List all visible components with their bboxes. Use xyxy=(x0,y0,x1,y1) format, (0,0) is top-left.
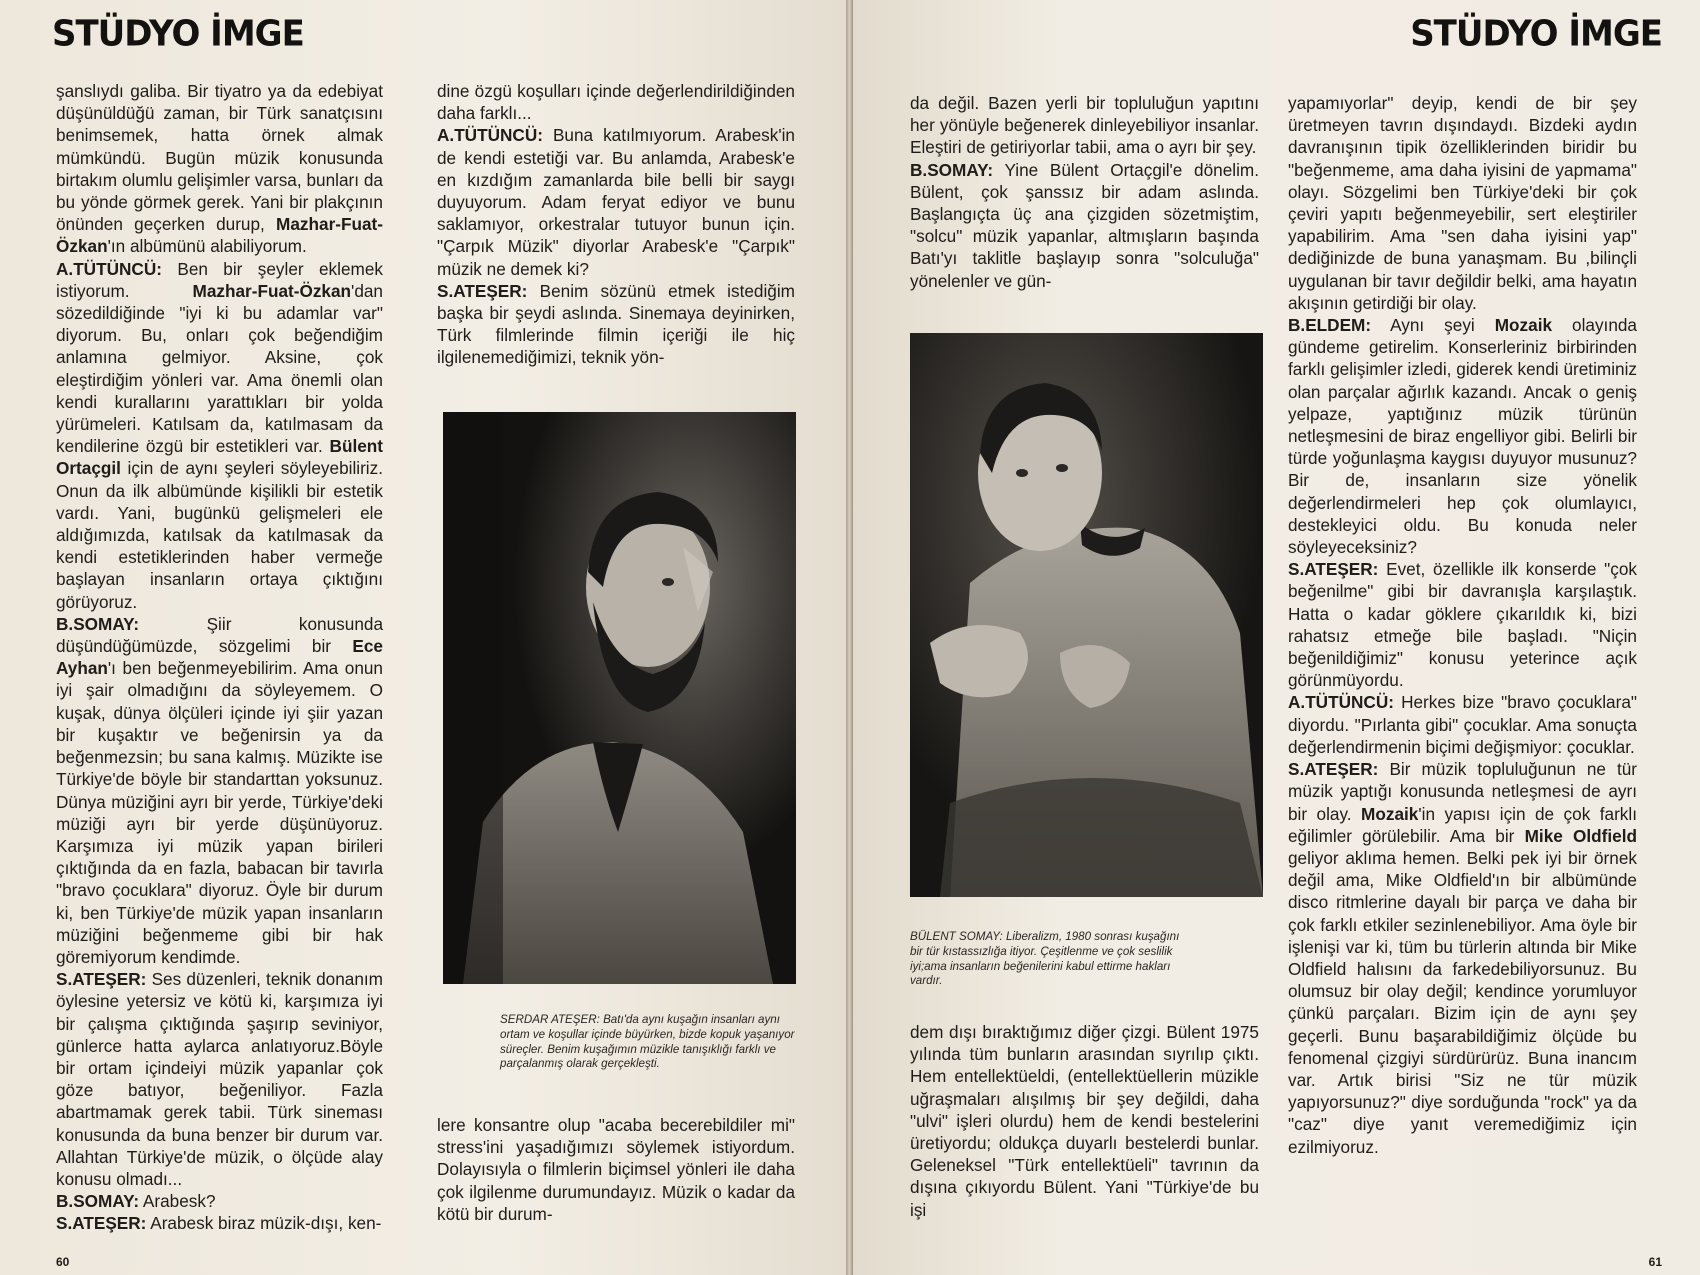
body-text: 'ı ben beğenmeyebilirim. Ama onun iyi şair olmadığını da söyleyemem. O kuşak, dünya ölçüleri içinde iyi şiir yazan bir kuşaktır ve beğenirsin ya da beğenmezsin; bu sana kalmış. Müzikte ise Türkiye'de böyle bir standarttan yoksunuz. Dünya müziğini ayrı bir yerde, Türkiye'deki müziği ayrı bir yerde düşünüyoruz. Karşımıza iyi müzik yapan birileri çıktığında da en fazla, babacan bir tavırla "bravo çocuklara" diyoruz. Öyle bir durum ki, ben Türkiye'de müzik yapan insanların müziğini beğenmeme gibi bir hak göremiyorum kendimde. xyxy=(56,658,383,967)
paragraph xyxy=(910,159,1259,292)
body-text: Ben bir şeyler eklemek istiyorum. xyxy=(56,258,383,301)
paragraph xyxy=(437,80,795,124)
body-text: için de aynı şeyleri söyleyebiliriz. Onun da ilk albümünde kişilikli bir estetik vardı. Yani, bugünkü gelişmeleri ele aldığımızda, katılsak da katılmasak da kendi estetiklerinden haber vermeğe başlayan insanların ortaya çıktığını görüyoruz. xyxy=(56,458,383,612)
paragraph xyxy=(56,258,383,613)
photo-serdar-ateser xyxy=(443,412,796,984)
bold-name: Mazhar-Fuat-Özkan xyxy=(192,280,352,301)
speaker-label: S.ATEŞER: xyxy=(56,1213,147,1234)
body-text: şanslıydı galiba. Bir tiyatro ya da edebiyat düşünüldüğü zaman, bir Türk sanatçısını benimsemek, hatta örnek almak mümkündü. Bugün müzik konusunda birtakım olumlu gelişimler varsa, bunları da bu yönde görmek gerek. Yani bir plakçının önünden geçerken durup, xyxy=(56,81,383,235)
body-text: 'ın albümünü alabiliyorum. xyxy=(107,236,307,257)
speaker-label: S.ATEŞER: xyxy=(1288,759,1379,780)
paragraph xyxy=(437,280,795,369)
body-text: dem dışı bıraktığımız diğer çizgi. Bülent 1975 yılında tüm bunların arasından sıyrılıp çıktı. Hem entellektüeldi, (entellektüellerin müzikle uğraşmaları alışılmış bir şey değildi, daha "ulvi" işleri olurdu) hem de kendi bestelerini üretiyordu; oldukça duyarlı bestelerdi bunlar. Geleneksel "Türk entellektüeli" tavrının da dışına çıkıyordu Bülent. Yani "Türkiye'de bu işi xyxy=(910,1022,1259,1220)
page-number-left: 60 xyxy=(56,1255,70,1269)
body-text: dine özgü koşulları içinde değerlendirildiğinden daha farklı... xyxy=(437,81,795,124)
paragraph xyxy=(910,1021,1259,1221)
left-column-2-top xyxy=(437,80,795,369)
body-text: Yine Bülent Ortaçgil'e dönelim. Bülent, çok şanssız bir adam aslında. Başlangıçta üç ana çizgiden sözetmiştim, "solcu" müzik yapanlar, altmışların başında Batı'yı taklitle başlayıp sonra "solculuğa" yönelenler ve gün- xyxy=(910,159,1260,291)
speaker-label: B.ELDEM: xyxy=(1288,315,1372,336)
body-text: yapamıyorlar" deyip, kendi de bir şey üretmeyen tavrın dışındaydı. Bizdeki aydın davranışının tipik özelliklerinden biridir bu "beğenmeme, ama daha iyisini de yapmama" olayı. Sözgelimi ben Türkiye'deki bir çok çeviri yapıtı beğenmeyebilir, sert eleştiriler yapabilirim. Ama "sen daha iyisini yap" dediğinizde de buna yanaşmam. Bu ,bilinçli uygulanan bir tavır değildir belki, ama hayatın akışının getirdiği bir olay. xyxy=(1288,93,1637,313)
paragraph xyxy=(56,613,383,968)
speaker-label: B.SOMAY: xyxy=(56,613,140,634)
body-text: lere konsantre olup "acaba becerebildiler mi" stress'ini yaşadığımızı söylemek istiyordum. Dolayısıyla o filmlerin biçimsel yönleri ile daha çok ilgilenme durumundayız. Müzik o kadar da kötü bir durum- xyxy=(437,1115,795,1224)
right-column-1-bottom xyxy=(910,1021,1259,1221)
bold-name: Ece Ayhan xyxy=(56,636,383,679)
body-text: Şiir konusunda düşündüğümüzde, sözgelimi bir xyxy=(56,613,384,657)
speaker-label: A.TÜTÜNCÜ: xyxy=(1288,692,1394,713)
speaker-label: S.ATEŞER: xyxy=(437,280,528,301)
bold-name: Bülent Ortaçgil xyxy=(56,436,383,479)
body-text: geliyor aklıma hemen. Belki pek iyi bir örnek değil ama, Mike Oldfield'ın bir albümünde disco ritmlerine dayalı bir parça ve daha bir çok farklı etkiler sezinlenebiliyor. Ama öyle bir işlenişi var ki, tüm bu türlerin altında bir Mike Oldfield halısını da farkedebiliyorsunuz. Bu olumsuz bir olay değil; kendince yorumluyor çünkü parçaları. Bizim için de aynı şey geçerli. Bunu başarabildiğimiz ölçüde bu fenomenal çizgiyi sürdürürüz. Buna inancım var. Artık birisi "Siz ne tür müzik yapıyorsunuz?" diye sorduğunda "rock" ya da "caz" diye yanıt veremediğimiz için ezilmiyoruz. xyxy=(1288,847,1637,1157)
body-text: 'dan sözedildiğinde "iyi ki bu adamlar var" diyorum. Bu, onları çok beğendiğim anlamına gelmiyor. Aksine, çok eleştirdiğim yönleri var. Ama önemli olan kendi kurallarını yarattıkları bir yolda yürümeleri. Katılsam da, katılmasam da kendilerine özgü bir estetikleri var. xyxy=(56,280,383,457)
speaker-label: S.ATEŞER: xyxy=(56,969,147,990)
paragraph xyxy=(56,968,383,1190)
body-text: Arabesk biraz müzik-dışı, ken- xyxy=(150,1213,382,1234)
paragraph xyxy=(1288,558,1637,691)
speaker-label: B.SOMAY: xyxy=(910,159,994,180)
body-text: Aynı şeyi xyxy=(1390,315,1495,336)
body-text: Ses düzenleri, teknik donanım öylesine yetersiz ve kötü ki, karşımıza iyi bir çalışma çıktığında şaşırıp seviniyor, günlerce hatta aylarca anlatıyoruz.Böyle bir ortam içindeiyi müzik yapanlar çok göze batıyor, beğeniliyor. Fazla abartmamak gerek tabii. Türk sineması konusunda da buna benzer bir durum var. Allahtan Türkiye'de müzik, o ölçüde alay konusu olmadı... xyxy=(56,969,383,1189)
paragraph xyxy=(56,1190,383,1212)
paragraph xyxy=(1288,758,1637,1158)
body-text: olayında gündeme getirelim. Konserleriniz birbirinden farklı gelişimler izledi, giderek kendi üretiminiz olan parçalar ağırlık kazandı. Ancak o geniş yelpaze, yaptığınız müzik türünün netleşmesini de biraz engelliyor gibi. Belirli bir türde yoğunlaşma kaygısı duyuyor musunuz? Bir de, insanların size yönelik değerlendirmeleri hep çok olumlayıcı, destekleyici oldu. Bu konuda neler söyleyeceksiniz? xyxy=(1288,315,1637,558)
paragraph xyxy=(437,1114,795,1225)
bold-name: Mozaik xyxy=(1494,315,1553,336)
paragraph xyxy=(1288,691,1637,758)
body-text: Buna katılmıyorum. Arabesk'in de kendi estetiği var. Bu anlamda, Arabesk'e en kızdığım zamanlarda bile belli bir saygı duyuyorum. Adam feryat ediyor ve bunu saklamıyor, orkestralar tutuyor bunun için. "Çarpık Müzik" diyorlar Arabesk'e "Çarpık" müzik ne demek ki? xyxy=(437,125,795,279)
body-text: Evet, özellikle ilk konserde "çok beğenilme" gibi bir davranışla karşılaştık. Hatta o kadar göklere çıkarıldık ki, bizi rahatsız etmeğe bile başladı. "Niçin beğenildiğimiz" konusu yeterince açık görünmüyordu. xyxy=(1288,559,1637,691)
body-text: Arabesk? xyxy=(142,1191,216,1212)
photo-caption-left: SERDAR ATEŞER: Batı'da aynı kuşağın insanları aynı ortam ve koşullar içinde büyürken, bizde kopuk yaşanıyor süreçler. Benim kuşağımın müzikle tanışıklığı farklı ve parçalanmış olarak gerçekleşti. xyxy=(500,1013,795,1071)
left-page xyxy=(0,0,846,1275)
right-column-2 xyxy=(1288,92,1637,1158)
photo-bulent-somay xyxy=(910,333,1263,897)
body-text: Bir müzik topluluğunun ne tür müzik yaptığı konusunda netleşmesi de ayrı bir olay. xyxy=(1288,759,1638,824)
bold-name: Mazhar-Fuat-Özkan xyxy=(56,214,383,257)
body-text: da değil. Bazen yerli bir topluluğun yapıtını her yönüyle beğenerek dinleyebiliyor insanlar. Eleştiri de getiriyorlar tabii, ama o ayrı bir şey. xyxy=(910,93,1259,158)
right-column-1-top xyxy=(910,92,1259,292)
paragraph xyxy=(910,92,1259,159)
photo-caption-right: BÜLENT SOMAY: Liberalizm, 1980 sonrası kuşağını bir tür kıstassızlığa itiyor. Çeşitlenme ve çok seslilik iyi;ama insanların beğenilerini kabul ettirme hakları vardır. xyxy=(910,930,1180,988)
magazine-logo: STÜDYO İMGE xyxy=(52,13,304,55)
right-page xyxy=(853,0,1700,1275)
speaker-label: A.TÜTÜNCÜ: xyxy=(437,125,543,146)
body-text: 'in yapısı için de çok farklı eğilimler görülebilir. Ama bir xyxy=(1288,803,1637,846)
left-column-1 xyxy=(56,80,383,1235)
magazine-logo-right: STÜDYO İMGE xyxy=(1410,13,1662,55)
paragraph xyxy=(1288,314,1637,558)
paragraph xyxy=(56,80,383,258)
speaker-label: A.TÜTÜNCÜ: xyxy=(56,258,162,279)
left-column-2-bottom xyxy=(437,1114,795,1225)
speaker-label: B.SOMAY: xyxy=(56,1191,140,1212)
paragraph xyxy=(437,124,795,279)
bold-name: Mike Oldfield xyxy=(1524,825,1637,846)
body-text: Herkes bize "bravo çocuklara" diyordu. "Pırlanta gibi" çocuklar. Ama sonuçta değerlendirmenin biçimi değişmiyor: çocuklar. xyxy=(1288,692,1637,757)
paragraph xyxy=(56,1212,383,1234)
body-text: Benim sözünü etmek istediğim başka bir şeydi aslında. Sinemaya deyinirken, Türk filmlerinde filmin içeriği ile hiç ilgilenemediğimizi, teknik yön- xyxy=(437,280,796,368)
bold-name: Mozaik xyxy=(1361,803,1419,824)
paragraph xyxy=(1288,92,1637,314)
speaker-label: S.ATEŞER: xyxy=(1288,559,1379,580)
spine-gutter xyxy=(846,0,853,1275)
page-number-right: 61 xyxy=(1648,1255,1662,1269)
